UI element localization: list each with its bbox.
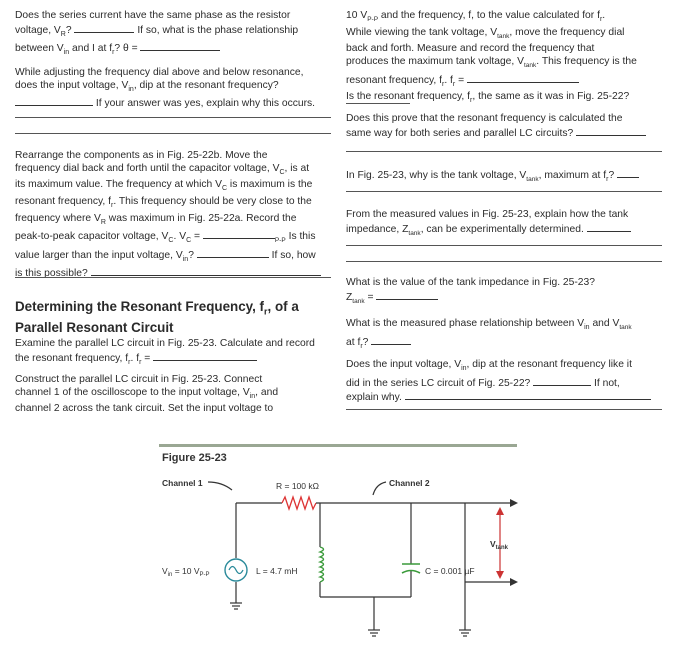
text-line: , maximum at f <box>538 170 607 181</box>
text-line: = <box>141 352 154 364</box>
text-line: = <box>455 74 468 86</box>
subscript: C <box>168 237 174 245</box>
text-line: ? <box>65 24 75 36</box>
text-line: frequency dial back and forth until the capacitor voltage, V <box>15 162 280 174</box>
text-line: Construct the parallel LC circuit in Fig. 25-23. Connect <box>15 374 263 385</box>
resistor-symbol <box>282 497 316 509</box>
subscript: r <box>452 80 456 88</box>
text-line: is maximum is the <box>227 179 313 191</box>
figure-title: Figure 25-23 <box>162 452 227 464</box>
text-line: channel 2 across the tank circuit. Set the input voltage to <box>15 403 274 415</box>
text-line: peak-to-peak capacitor voltage, V <box>15 231 169 243</box>
subscript: r <box>599 16 603 24</box>
text-line: , is at <box>284 162 310 174</box>
text-line: If your answer was yes, explain why this occurs. <box>93 98 316 110</box>
subscript: in <box>249 392 256 400</box>
text-line: same way for both series and parallel LC circuits? <box>346 127 577 139</box>
text-line: ? θ = <box>114 43 141 55</box>
inductor-label: L = 4.7 mH <box>256 566 298 576</box>
text-line: In Fig. 25-23, why is the tank voltage, V <box>346 170 527 181</box>
channel2-leader <box>373 482 386 495</box>
subscript: C <box>279 168 285 176</box>
text-line: While viewing the tank voltage, V <box>346 26 498 38</box>
text-line: Is the resonant frequency, f <box>346 91 471 103</box>
subscript: tank <box>526 176 539 184</box>
text-line: , can be experimentally determined. <box>420 223 587 235</box>
text-line: Examine the parallel LC circuit in Fig. 25-23. Calculate and record <box>15 338 315 349</box>
subscript: r <box>264 306 268 317</box>
text-line: did in the series LC circuit of Fig. 25-22? <box>346 377 534 389</box>
text-line: Is this <box>285 231 316 243</box>
subscript: in <box>128 85 134 93</box>
text-line: the resonant frequency, f <box>15 352 129 364</box>
text-line: 10 V <box>346 10 368 21</box>
text-line: resonant frequency, f <box>346 74 442 86</box>
text-line: Does this prove that the resonant frequency is calculated the <box>346 113 623 124</box>
subscript: in <box>63 49 70 57</box>
text-line: . <box>602 10 606 21</box>
subscript: tank <box>408 229 421 237</box>
text-line: If so, what is the phase relationship <box>134 24 299 36</box>
subscript: tank <box>352 297 365 305</box>
text-line: channel 1 of the oscilloscope to the input voltage, V <box>15 386 250 398</box>
text-line: What is the value of the tank impedance in Fig. 25-23? <box>346 277 595 288</box>
subscript: tank <box>619 324 632 332</box>
source-label-v: V <box>162 566 168 576</box>
heading-line: Parallel Resonant Circuit <box>15 319 174 335</box>
text-line: While adjusting the frequency dial above and below resonance, <box>15 67 304 78</box>
text-line: = <box>191 231 203 243</box>
text-line: If not, <box>591 377 620 389</box>
text-line: explain why. <box>346 392 405 404</box>
text-line: and the frequency, f, to the value calculated for f <box>378 10 600 21</box>
text-line: was maximum in Fig. 25-22a. Record the <box>105 212 297 224</box>
text-line: , move the frequency dial <box>509 26 625 38</box>
subscript: tank <box>524 61 537 69</box>
text-line: ? <box>608 170 618 181</box>
text-line: . This frequency is the <box>536 55 637 67</box>
text-line: Rearrange the components as in Fig. 25-22b. Move the <box>15 150 268 161</box>
subscript: r <box>128 358 131 366</box>
subscript: r <box>606 176 609 184</box>
text-line: between V <box>15 43 64 55</box>
text-line: back and forth. Measure and record the frequency that <box>346 43 595 55</box>
text-line: and I at f <box>69 43 113 55</box>
text-line: , dip at the resonant frequency? <box>133 79 279 91</box>
subscript: tank <box>497 32 510 40</box>
text-line: , the same as it was in Fig. 25-22? <box>472 91 630 103</box>
vtank-label-v: V <box>490 539 496 549</box>
text-line: impedance, Z <box>346 223 409 235</box>
subscript: P-P <box>367 16 379 24</box>
text-line: , dip at the resonant frequency like it <box>466 359 632 370</box>
subscript: in <box>584 324 590 332</box>
subscript: R <box>60 30 66 38</box>
subscript: r <box>110 201 114 209</box>
channel2-label: Channel 2 <box>389 478 430 488</box>
text-line: , and <box>255 386 279 398</box>
source-label-unit: P-P <box>199 572 210 578</box>
subscript: r <box>470 97 473 105</box>
source-label-sub: in <box>167 572 173 578</box>
text-line: . f <box>130 352 140 364</box>
text-line: produces the maximum tank voltage, V <box>346 55 524 67</box>
text-line: is this possible? <box>15 268 91 280</box>
unit-subscript: P-P <box>274 237 286 245</box>
vtank-label <box>490 539 509 551</box>
source-label-value: = 10 V <box>172 566 200 576</box>
capacitor-label: C = 0.001 µF <box>425 566 475 576</box>
text-line: From the measured values in Fig. 25-23, explain how the tank <box>346 209 629 220</box>
text-line: ? <box>362 336 372 348</box>
subscript: C <box>221 185 228 193</box>
text-line: value larger than the input voltage, V <box>15 249 183 261</box>
resistor-label: R = 100 kΩ <box>276 481 319 491</box>
vtank-arrow-head-bottom <box>496 571 504 579</box>
subscript: r <box>441 80 445 88</box>
ground-icon-tank <box>368 630 380 636</box>
inductor-coil-icon <box>320 547 324 582</box>
subscript: r <box>139 358 142 366</box>
heading-line: Determining the Resonant Frequency, f <box>15 299 265 314</box>
text-line: Does the series current have the same phase as the resistor <box>15 10 291 21</box>
subscript: C <box>186 237 192 245</box>
text-line: frequency where V <box>15 212 101 224</box>
text-line: . This frequency should be very close to the <box>113 195 312 207</box>
text-line: . V <box>173 231 187 243</box>
text-line: . f <box>444 74 453 86</box>
subscript: R <box>100 218 106 226</box>
subscript: r <box>360 342 363 350</box>
channel1-leader <box>208 482 232 490</box>
ground-icon-source <box>230 603 242 609</box>
subscript: r <box>112 49 115 57</box>
text-line: voltage, V <box>15 24 61 36</box>
channel1-label: Channel 1 <box>162 478 203 488</box>
subscript: in <box>182 255 189 263</box>
subscript: in <box>461 365 467 373</box>
text-line: its maximum value. The frequency at which V <box>15 179 222 191</box>
vtank-label-sub: tank <box>495 545 509 551</box>
output-arrow-bottom-head <box>510 578 518 586</box>
text-line: If so, how <box>268 249 316 261</box>
text-line: resonant frequency, f <box>15 195 111 207</box>
text-line: Does the input voltage, V <box>346 359 462 370</box>
heading-line: , of a <box>267 299 299 314</box>
ground-icon-output <box>459 630 471 636</box>
source-label <box>162 566 210 578</box>
text-line: Z <box>346 291 353 303</box>
text-line: What is the measured phase relationship between V <box>346 318 585 329</box>
text-line: at f <box>346 336 361 348</box>
text-line: ? <box>188 249 197 261</box>
text-line: and V <box>589 318 620 329</box>
text-line: does the input voltage, V <box>15 79 129 91</box>
output-arrow-top-head <box>510 499 518 507</box>
vtank-arrow-head-top <box>496 507 504 515</box>
text-line: = <box>364 291 377 303</box>
